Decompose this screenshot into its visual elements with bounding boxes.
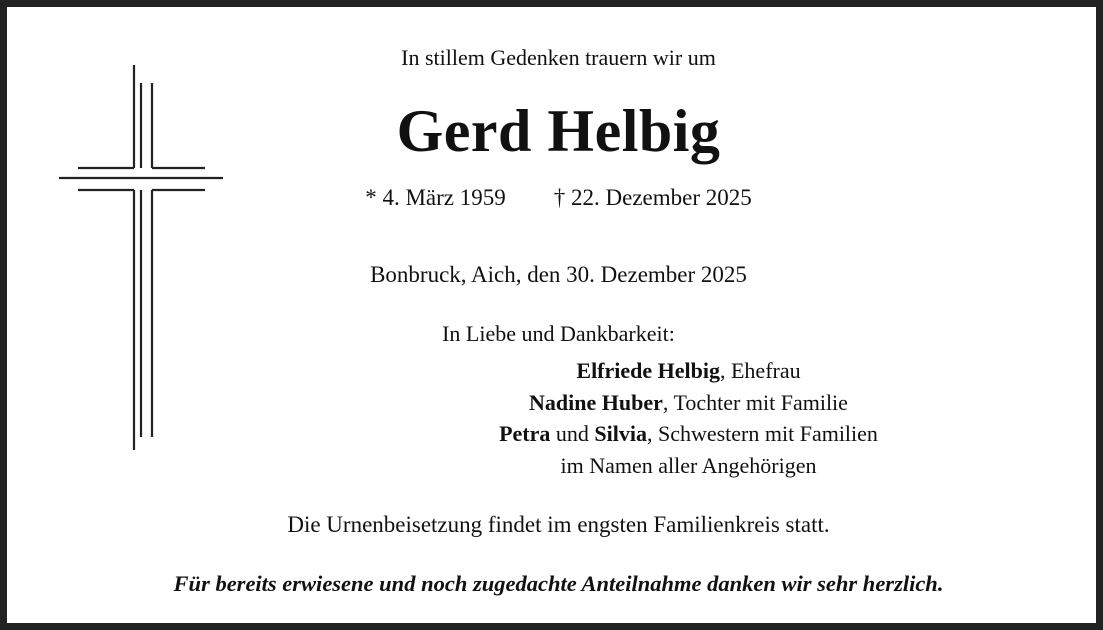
mourner-line: im Namen aller Angehörigen	[560, 453, 817, 478]
deceased-name: Gerd Helbig	[396, 98, 721, 164]
mourner-name: Elfriede Helbig	[576, 358, 720, 383]
mourner-line	[137, 358, 1103, 384]
place-and-date: Bonbruck, Aich, den 30. Dezember 2025	[370, 262, 747, 287]
mourner-name: Silvia	[594, 421, 647, 446]
thanks-intro: In Liebe und Dankbarkeit:	[442, 321, 675, 346]
death-date: † 22. Dezember 2025	[553, 185, 752, 210]
mourner-relation: , Tochter mit Familie	[662, 390, 848, 415]
mourner-relation: , Schwestern mit Familien	[646, 421, 878, 446]
birth-date: * 4. März 1959	[365, 185, 506, 210]
life-dates	[7, 185, 1103, 211]
closing-thanks: Für bereits erwiesene und noch zugedachte Anteilnahme danken wir sehr herzlich.	[173, 571, 944, 596]
mourner-relation: , Ehefrau	[719, 358, 801, 383]
mourner-name: Petra	[499, 421, 551, 446]
mourner-joiner: und	[550, 421, 595, 446]
mourner-name: Nadine Huber	[529, 390, 663, 415]
intro-text: In stillem Gedenken trauern wir um	[401, 45, 716, 70]
mourner-line	[137, 390, 1103, 416]
mourner-line	[137, 421, 1103, 447]
urn-notice: Die Urnenbeisetzung findet im engsten Familienkreis statt.	[287, 512, 830, 537]
